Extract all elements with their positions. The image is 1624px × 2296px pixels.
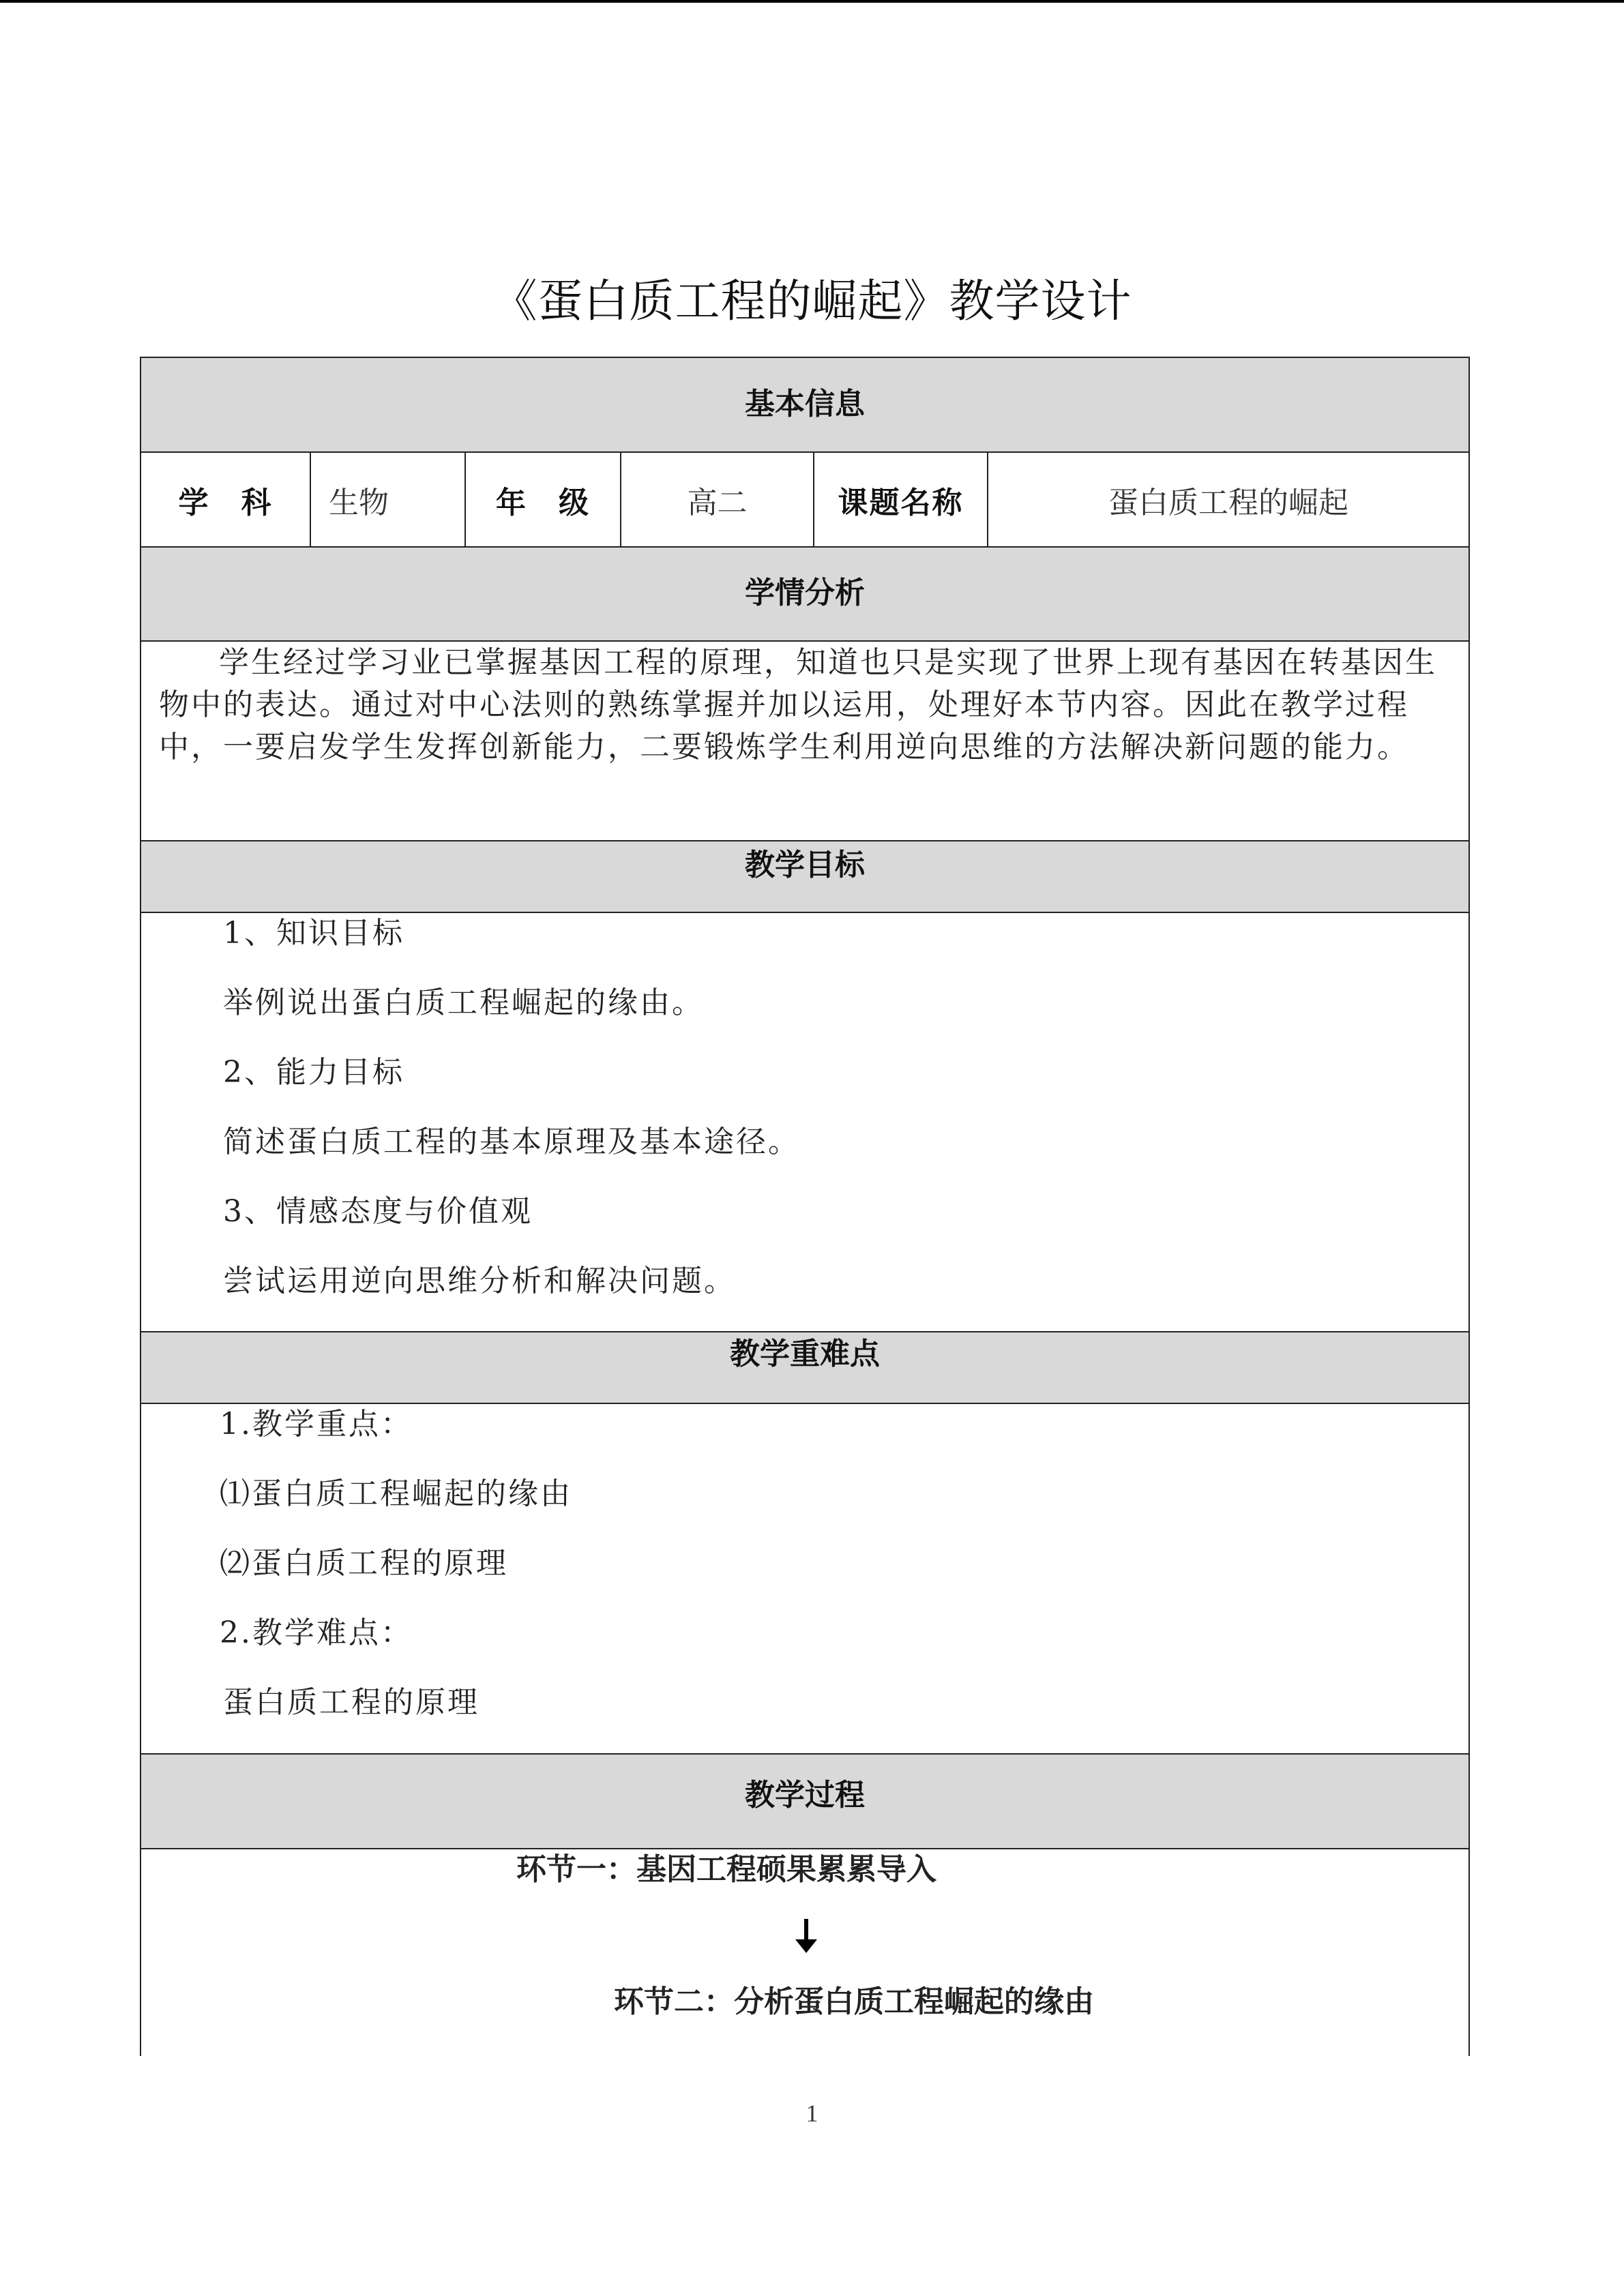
topic-value: 蛋白质工程的崛起 xyxy=(1108,485,1348,520)
key-points-header xyxy=(141,1331,1468,1403)
objective-line: 1、知识目标 xyxy=(223,916,404,951)
grade-label: 年 级 xyxy=(466,453,621,546)
key-points-body xyxy=(141,1403,1468,1753)
learning-analysis-text: 学生经过学习业已掌握基因工程的原理，知道也只是实现了世界上现有基因在转基因生物中的表达。通过对中心法则的熟练掌握并加以运用，处理好本节内容。因此在教学过程中，一要启发学生发挥创新能力，二要锻炼学生利用逆向思维的方法解决新问题的能力。 xyxy=(159,645,1437,764)
key-point-line: 2.教学难点： xyxy=(220,1615,413,1650)
objective-line: 尝试运用逆向思维分析和解决问题。 xyxy=(223,1264,736,1298)
objective-line: 2、能力目标 xyxy=(223,1055,404,1090)
process-header xyxy=(141,1753,1468,1848)
objective-line: 举例说出蛋白质工程崛起的缘由。 xyxy=(223,985,704,1020)
subject-value: 生物 xyxy=(311,453,466,546)
down-arrow-icon xyxy=(791,1916,821,1954)
objectives-body xyxy=(141,912,1468,1331)
key-point-line: ⑵蛋白质工程的原理 xyxy=(220,1546,508,1581)
objective-line: 简述蛋白质工程的基本原理及基本途径。 xyxy=(223,1124,800,1159)
process-body xyxy=(141,1848,1468,2056)
learning-analysis-header xyxy=(141,546,1468,640)
key-point-line: 蛋白质工程的原理 xyxy=(223,1685,479,1720)
key-point-line: ⑴蛋白质工程崛起的缘由 xyxy=(220,1476,572,1511)
down-arrow-icon xyxy=(791,1916,821,1965)
subject-label: 学 科 xyxy=(141,453,311,546)
topic-label: 课题名称 xyxy=(814,453,988,546)
key-points-header-label: 教学重难点 xyxy=(730,1337,880,1371)
page-top-border xyxy=(0,0,1624,3)
process-header-label: 教学过程 xyxy=(745,1778,865,1813)
basic-info-header xyxy=(141,357,1468,451)
process-step-two: 环节二：分析蛋白质工程崛起的缘由 xyxy=(614,1984,1094,2019)
lesson-plan-table xyxy=(140,357,1470,2056)
objectives-header xyxy=(141,840,1468,912)
key-point-line: 1.教学重点： xyxy=(220,1407,413,1442)
learning-analysis-body xyxy=(141,640,1468,840)
process-step-one: 环节一：基因工程硕果累累导入 xyxy=(516,1852,936,1887)
page-number: 1 xyxy=(806,2100,818,2127)
basic-info-row xyxy=(141,451,1468,546)
objective-line: 3、情感态度与价值观 xyxy=(223,1194,533,1229)
objectives-header-label: 教学目标 xyxy=(745,848,865,882)
document-title: 《蛋白质工程的崛起》教学设计 xyxy=(492,275,1132,327)
grade-value: 高二 xyxy=(621,453,814,546)
basic-info-header-label: 基本信息 xyxy=(745,387,865,421)
learning-analysis-header-label: 学情分析 xyxy=(745,576,865,610)
